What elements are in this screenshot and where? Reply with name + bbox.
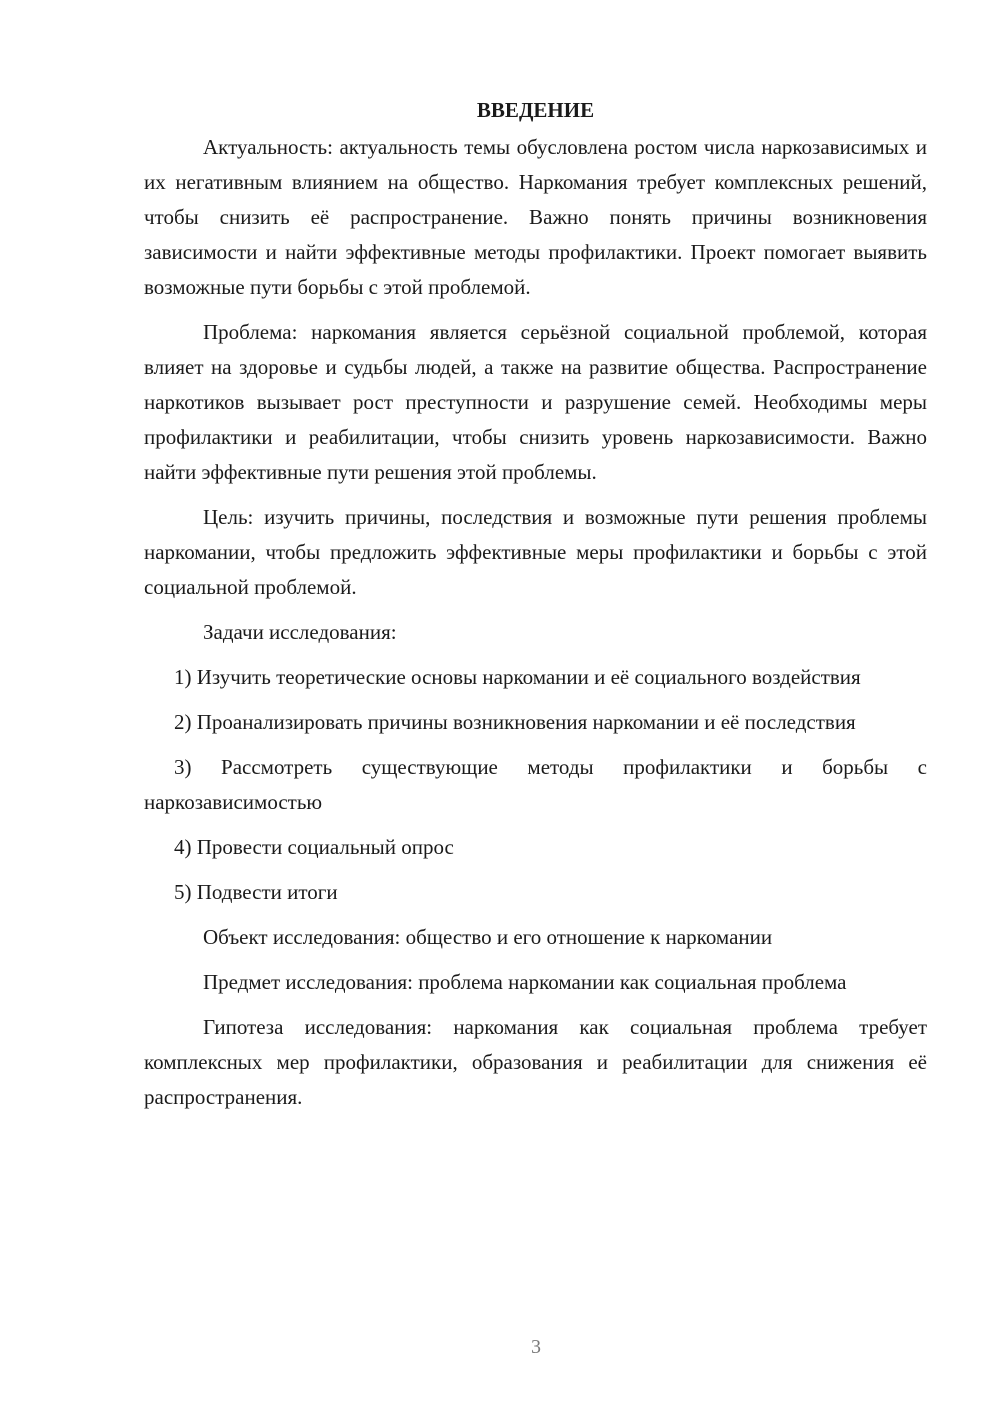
paragraph-goal: Цель: изучить причины, последствия и возможные пути решения проблемы наркомании, чтобы предложить эффективные меры профилактики и борьбы с этой социальной проблемой. (144, 505, 927, 599)
task-item: 2) Проанализировать причины возникновения наркомании и её последствия (174, 710, 856, 734)
paragraph-problem: Проблема: наркомания является серьёзной социальной проблемой, которая влияет на здоровье и судьбы людей, а также на развитие общества. Распространение наркотиков вызывает рост преступности и разрушение семей. Необходимы меры профилактики и реабилитации, чтобы снизить уровень наркозависимости. Важно найти эффективные пути решения этой проблемы. (144, 320, 927, 484)
task-item: 5) Подвести итоги (174, 880, 338, 904)
page-number: 3 (531, 1336, 541, 1358)
paragraph-subject: Предмет исследования: проблема наркомании как социальная проблема (203, 970, 847, 994)
section-title: ВВЕДЕНИЕ (476, 98, 595, 122)
document-page (144, 92, 927, 1125)
paragraph-object: Объект исследования: общество и его отношение к наркомании (203, 925, 773, 949)
task-item: 1) Изучить теоретические основы наркомании и её социального воздействия (174, 665, 861, 689)
paragraph-relevance: Актуальность: актуальность темы обусловлена ростом числа наркозависимых и их негативным влиянием на общество. Наркомания требует комплексных решений, чтобы снизить её распространение. Важно понять причины возникновения зависимости и найти эффективные методы профилактики. Проект помогает выявить возможные пути борьбы с этой проблемой. (144, 135, 927, 299)
task-item: 4) Провести социальный опрос (174, 835, 454, 859)
paragraph-hypothesis: Гипотеза исследования: наркомания как социальная проблема требует комплексных мер профилактики, образования и реабилитации для снижения её распространения. (144, 1015, 927, 1109)
task-item: 3) Рассмотреть существующие методы профилактики и борьбы с наркозависимостью (144, 755, 927, 814)
paragraph-tasks-heading: Задачи исследования: (203, 620, 397, 644)
